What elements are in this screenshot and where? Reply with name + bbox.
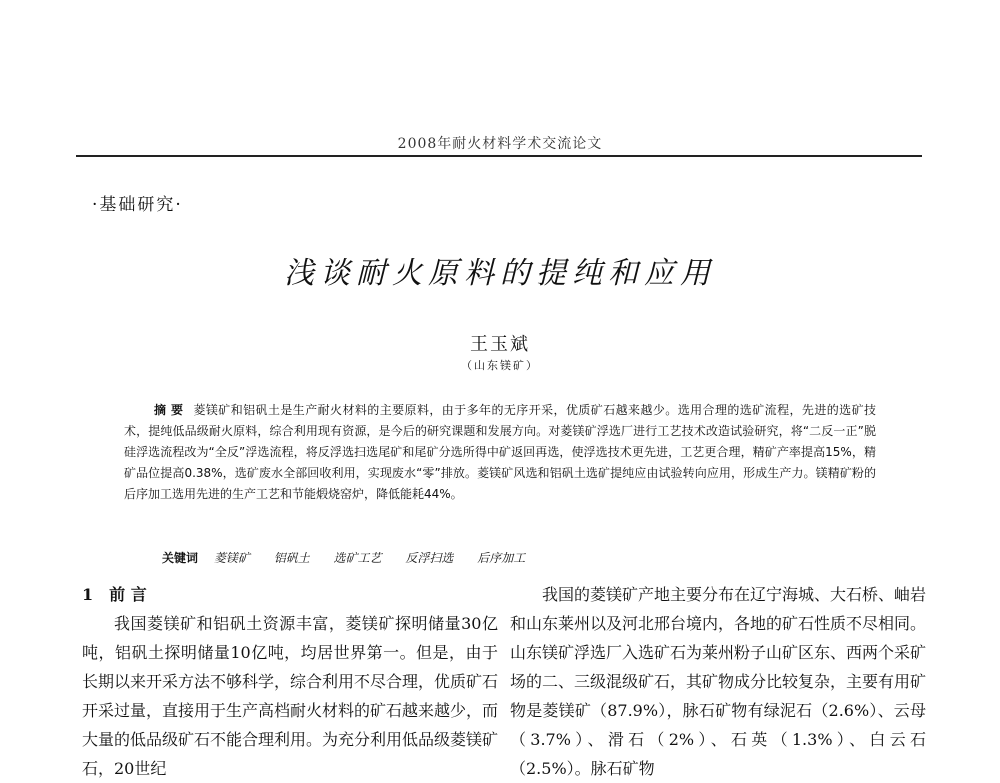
- keyword-item: 反浮扫选: [405, 551, 454, 565]
- body-column-right: [510, 580, 926, 783]
- author-affiliation: （山东镁矿）: [461, 359, 539, 372]
- abstract: [124, 400, 876, 505]
- keyword-item: 后序加工: [477, 551, 526, 565]
- keyword-item: 选矿工艺: [333, 551, 382, 565]
- header-rule: [76, 155, 922, 157]
- keywords-label: 关键词: [162, 551, 199, 565]
- keyword-item: 菱镁矿: [213, 551, 250, 565]
- section-number: 1: [82, 585, 94, 604]
- section-title: 前 言: [109, 585, 147, 604]
- section-heading: [82, 580, 498, 609]
- body-column-left: [82, 580, 498, 783]
- running-header: 2008年耐火材料学术交流论文: [397, 136, 603, 152]
- keyword-item: 铝矾土: [273, 551, 310, 565]
- keywords: [162, 549, 545, 566]
- body-paragraph: 我国的菱镁矿产地主要分布在辽宁海城、大石桥、岫岩和山东莱州以及河北邢台境内，各地的矿石性质不尽相同。山东镁矿浮选厂入选矿石为莱州粉子山矿区东、西两个采矿场的二、三级混级矿石，其矿物成分比较复杂，主要有用矿物是菱镁矿（87.9%），脉石矿物有绿泥石（2.6%）、云母（3.7%）、滑石（2%）、石英（1.3%）、白云石（2.5%）。脉石矿物: [510, 585, 927, 778]
- article-title: 浅谈耐火原料的提纯和应用: [284, 256, 716, 291]
- body-paragraph: 我国菱镁矿和铝矾土资源丰富，菱镁矿探明储量30亿吨，铝矾土探明储量10亿吨，均居世界第一。但是，由于长期以来开采方法不够科学，综合利用不尽合理，优质矿石开采过量，直接用于生产高档耐火材料的矿石越来越少，而大量的低品级矿石不能合理利用。为充分利用低品级菱镁矿石，20世纪: [82, 614, 499, 778]
- abstract-text: 菱镁矿和铝矾土是生产耐火材料的主要原料，由于多年的无序开采，优质矿石越来越少。选用合理的选矿流程，先进的选矿技术，提纯低品级耐火原料，综合利用现有资源，是今后的研究课题和发展方向。对菱镁矿浮选厂进行工艺技术改造试验研究，将“二反一正”脱硅浮选流程改为“全反”浮选流程，将反浮选扫选尾矿和尾矿分选所得中矿返回再选，使浮选技术更先进，工艺更合理，精矿产率提高15%，精矿品位提高0.38%，选矿废水全部回收利用，实现废水“零”排放。菱镁矿风选和铝矾土选矿提纯应由试验转向应用，形成生产力。镁精矿粉的后序加工选用先进的生产工艺和节能煅烧窑炉，降低能耗44%。: [124, 403, 876, 501]
- abstract-label: 摘 要: [154, 403, 184, 417]
- section-tag: ·基础研究·: [92, 195, 183, 215]
- author-name: 王玉斌: [470, 334, 530, 355]
